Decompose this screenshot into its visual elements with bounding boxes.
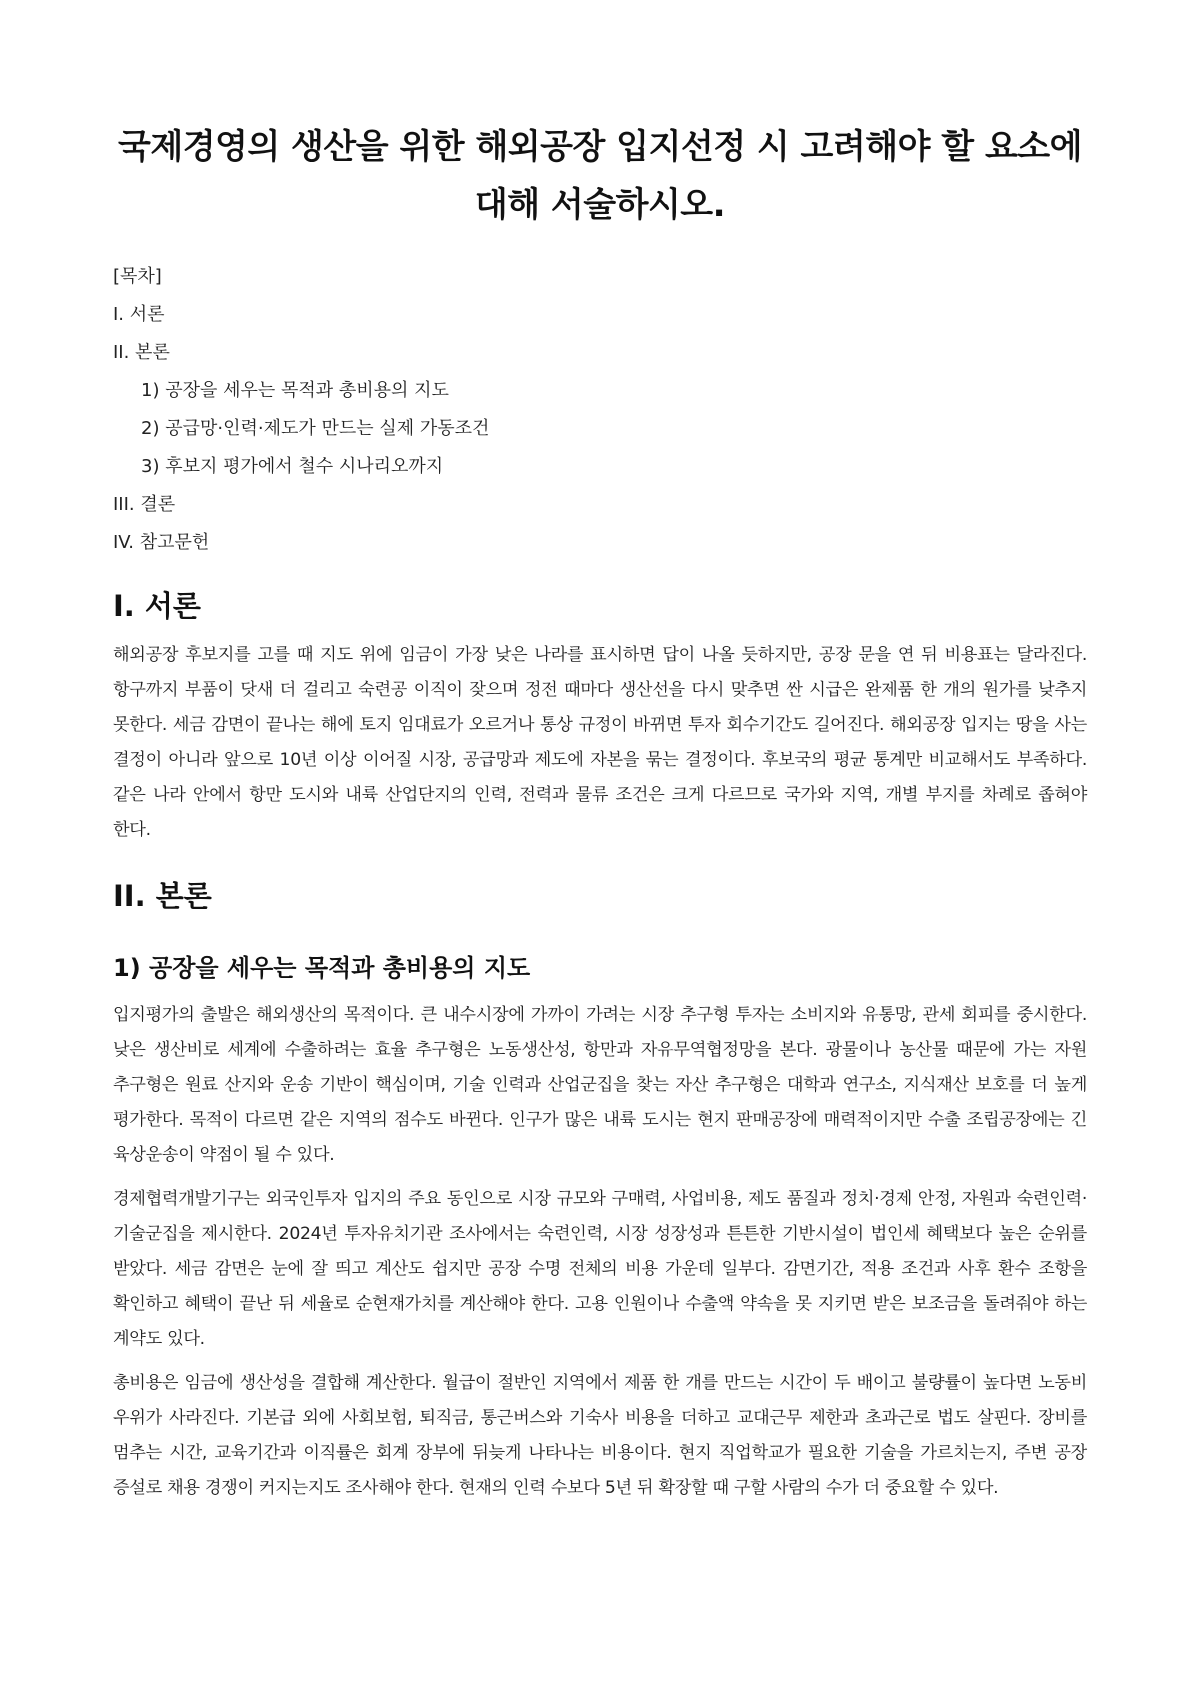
section-heading-body: II. 본론 xyxy=(113,879,212,913)
toc-item-intro: I. 서론 xyxy=(113,304,165,325)
toc-label: [목차] xyxy=(113,266,162,287)
body-paragraph-2: 경제협력개발기구는 외국인투자 입지의 주요 동인으로 시장 규모와 구매력, 사업비용, 제도 품질과 정치·경제 안정, 자원과 숙련인력·기술군집을 제시한다. 2024년 투자유치기관 조사에서는 숙련인력, 시장 성장성과 튼튼한 기반시설이 법인세 혜택보다 높은 순위를 받았다. 세금 감면은 눈에 잘 띄고 계산도 쉽지만 공장 수명 전체의 비용 가운데 일부다. 감면기간, 적용 조건과 사후 환수 조항을 확인하고 혜택이 끝난 뒤 세율로 순현재가치를 계산해야 한다. 고용 인원이나 수출액 약속을 못 지키면 받은 보조금을 돌려줘야 하는 계약도 있다. xyxy=(113,1189,1087,1349)
intro-paragraph: 해외공장 후보지를 고를 때 지도 위에 임금이 가장 낮은 나라를 표시하면 답이 나올 듯하지만, 공장 문을 연 뒤 비용표는 달라진다. 항구까지 부품이 닷새 더 걸리고 숙련공 이직이 잦으며 정전 때마다 생산선을 다시 맞추면 싼 시급은 완제품 한 개의 원가를 낮추지 못한다. 세금 감면이 끝나는 해에 토지 임대료가 오르거나 통상 규정이 바뀌면 투자 회수기간도 길어진다. 해외공장 입지는 땅을 사는 결정이 아니라 앞으로 10년 이상 이어질 시장, 공급망과 제도에 자본을 묶는 결정이다. 후보국의 평균 통계만 비교해서도 부족하다. 같은 나라 안에서 항만 도시와 내륙 산업단지의 인력, 전력과 물류 조건은 크게 다르므로 국가와 지역, 개별 부지를 차례로 좁혀야 한다. xyxy=(113,645,1087,840)
toc-item-body-2: 2) 공급망·인력·제도가 만드는 실제 가동조건 xyxy=(141,418,490,439)
subsection-heading-1: 1) 공장을 세우는 목적과 총비용의 지도 xyxy=(113,954,531,982)
body-paragraph-1: 입지평가의 출발은 해외생산의 목적이다. 큰 내수시장에 가까이 가려는 시장 추구형 투자는 소비지와 유통망, 관세 회피를 중시한다. 낮은 생산비로 세계에 수출하려는 효율 추구형은 노동생산성, 항만과 자유무역협정망을 본다. 광물이나 농산물 때문에 가는 자원 추구형은 원료 산지와 운송 기반이 핵심이며, 기술 인력과 산업군집을 찾는 자산 추구형은 대학과 연구소, 지식재산 보호를 더 높게 평가한다. 목적이 다르면 같은 지역의 점수도 바뀐다. 인구가 많은 내륙 도시는 현지 판매공장에 매력적이지만 수출 조립공장에는 긴 육상운송이 약점이 될 수 있다. xyxy=(113,1005,1087,1165)
toc-item-conclusion: III. 결론 xyxy=(113,494,176,515)
toc-item-references: IV. 참고문헌 xyxy=(113,532,210,553)
toc-item-body-1: 1) 공장을 세우는 목적과 총비용의 지도 xyxy=(141,380,449,401)
toc-item-body-3: 3) 후보지 평가에서 철수 시나리오까지 xyxy=(141,456,444,477)
section-heading-intro: I. 서론 xyxy=(113,589,201,623)
body-paragraph-3: 총비용은 임금에 생산성을 결합해 계산한다. 월급이 절반인 지역에서 제품 한 개를 만드는 시간이 두 배이고 불량률이 높다면 노동비 우위가 사라진다. 기본급 외에 사회보험, 퇴직금, 통근버스와 기숙사 비용을 더하고 교대근무 제한과 초과근로 법도 살핀다. 장비를 멈추는 시간, 교육기간과 이직률은 회계 장부에 뒤늦게 나타나는 비용이다. 현지 직업학교가 필요한 기술을 가르치는지, 주변 공장 증설로 채용 경쟁이 커지는지도 조사해야 한다. 현재의 인력 수보다 5년 뒤 확장할 때 구할 사람의 수가 더 중요할 수 있다. xyxy=(113,1373,1087,1498)
document-page xyxy=(113,0,1087,1506)
document-title: 국제경영의 생산을 위한 해외공장 입지선정 시 고려해야 할 요소에 대해 서술하시오. xyxy=(118,127,1082,225)
toc-item-body: II. 본론 xyxy=(113,342,170,363)
table-of-contents xyxy=(113,258,1087,562)
